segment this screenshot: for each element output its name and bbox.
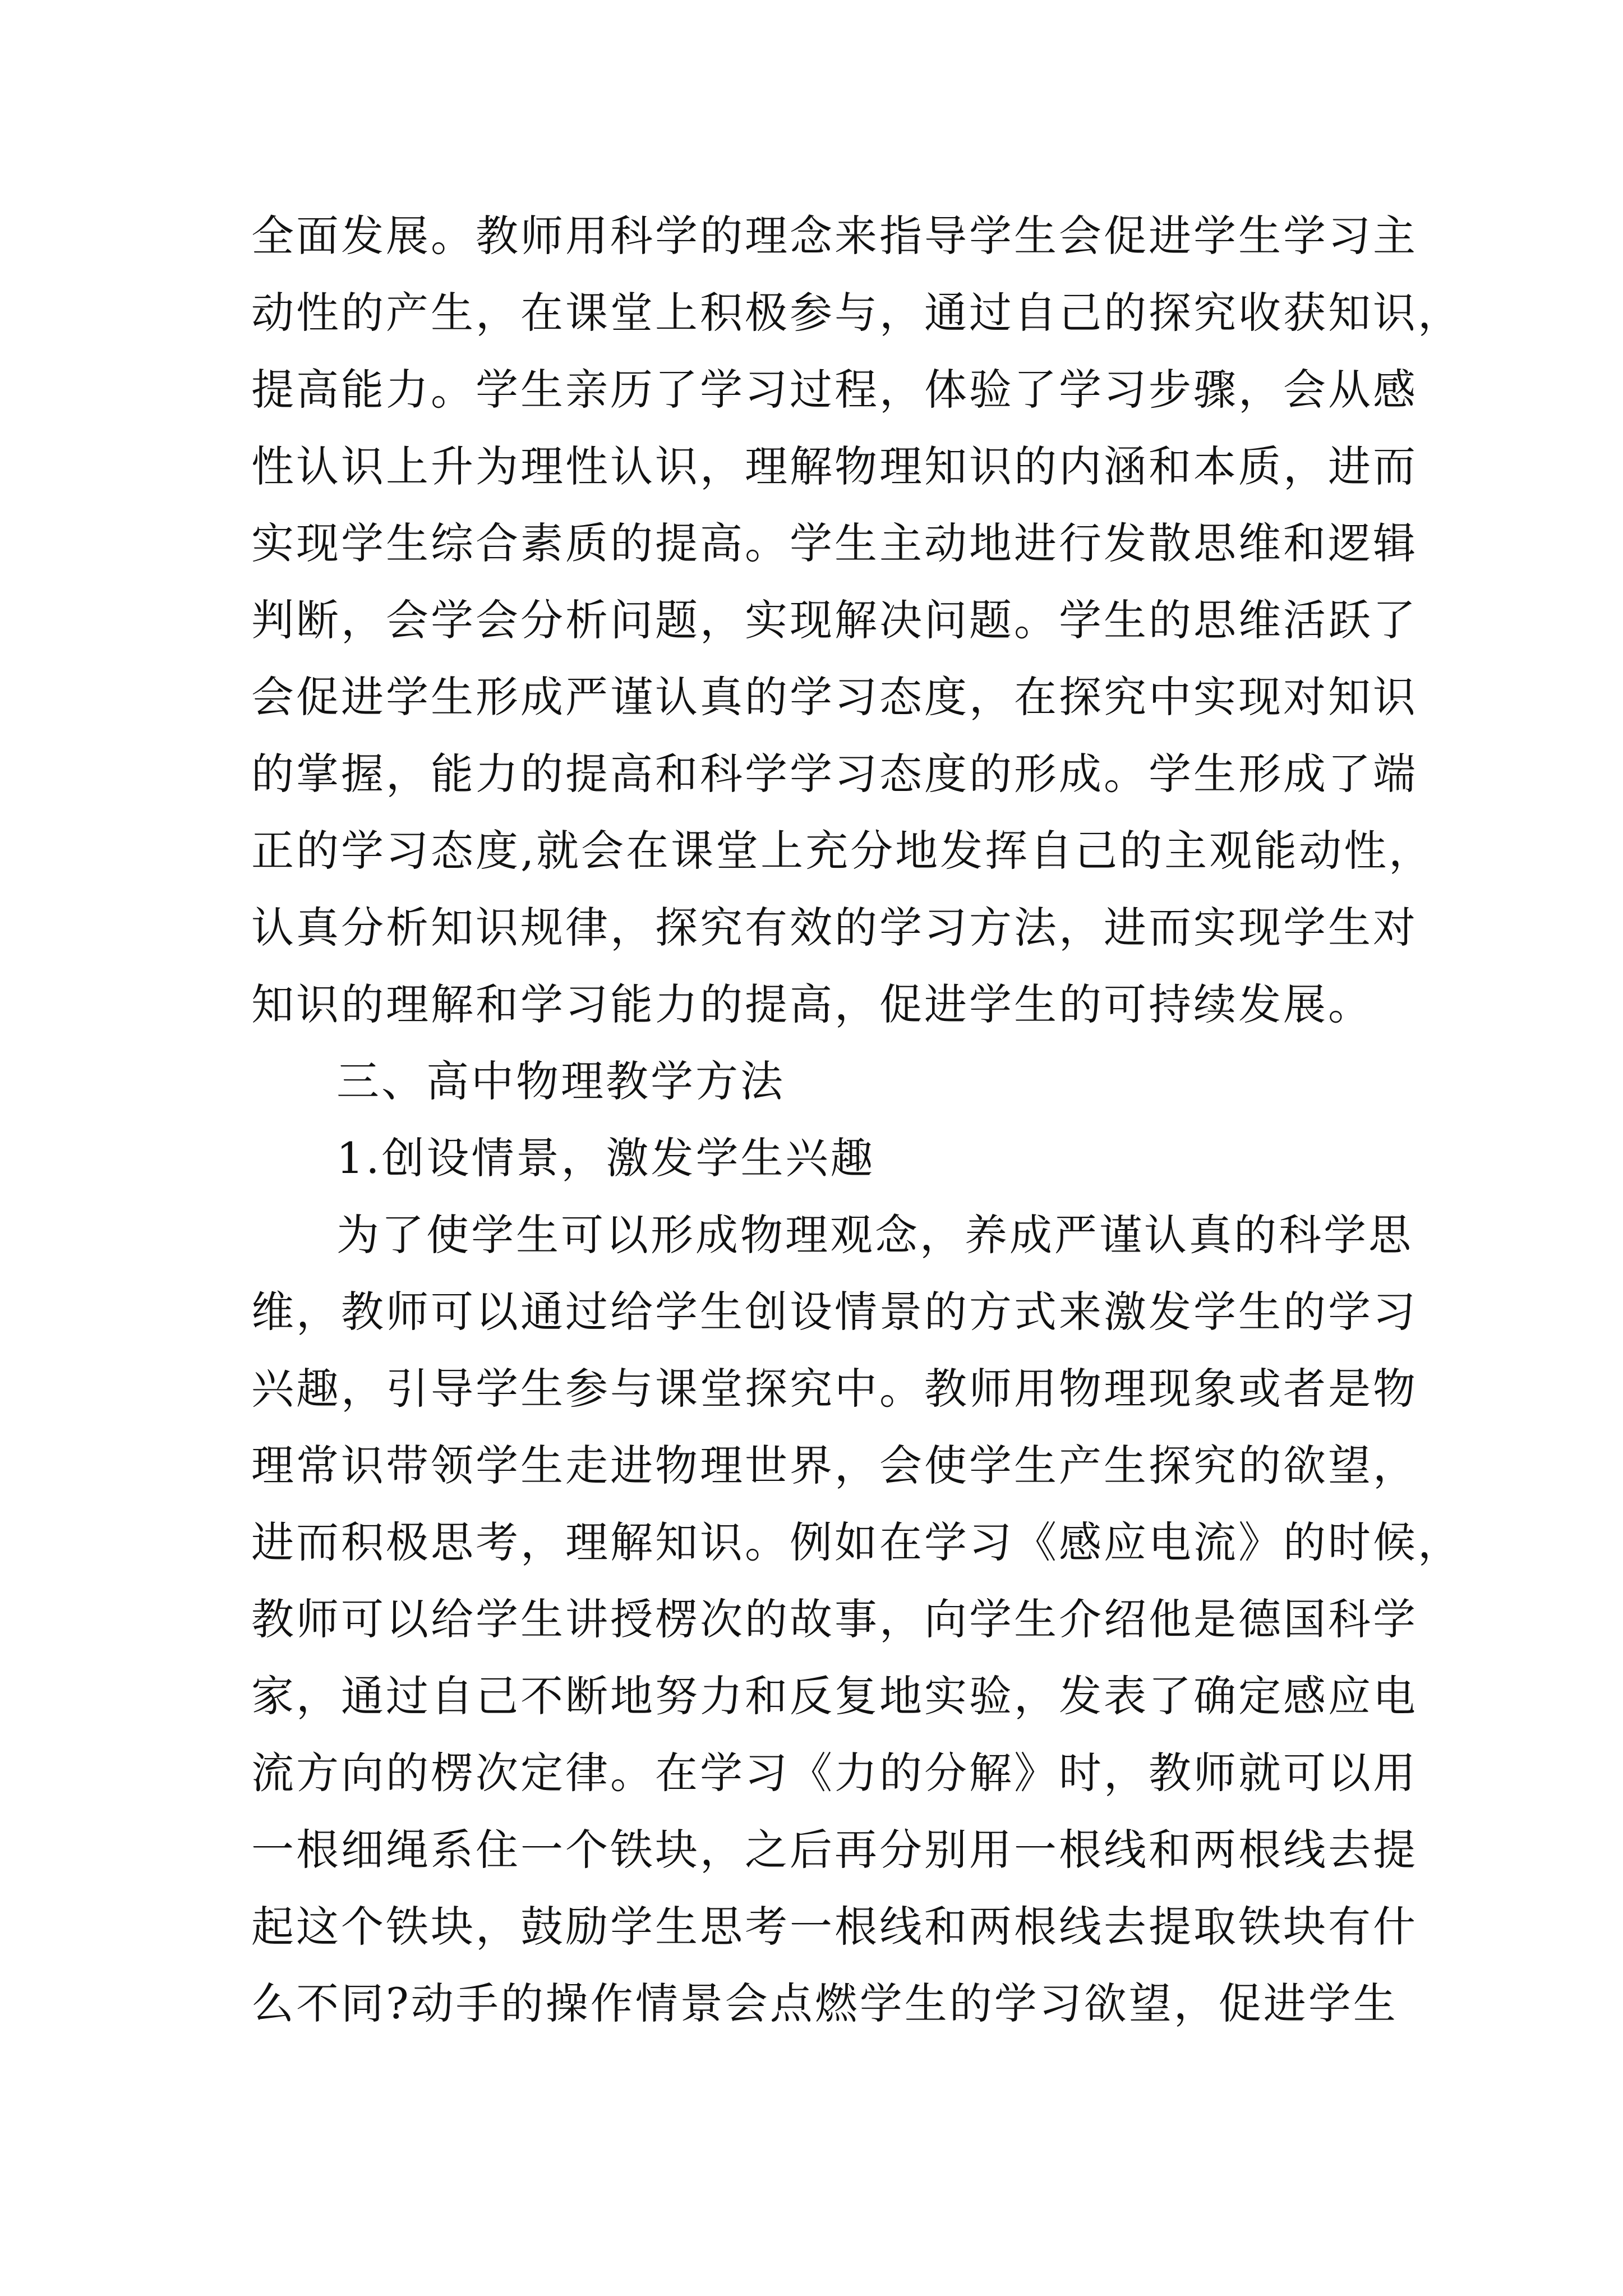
text-line: 么不同?动手的操作情景会点燃学生的学习欲望，促进学生 xyxy=(251,1978,1398,2028)
body-text xyxy=(251,197,1463,2042)
text-line: 全面发展。教师用科学的理念来指导学生会促进学生学习主 xyxy=(251,211,1418,261)
text-line: 判断，会学会分析问题，实现解决问题。学生的思维活跃了 xyxy=(251,595,1418,645)
text-line: 正的学习态度,就会在课堂上充分地发挥自己的主观能动性， xyxy=(251,826,1434,876)
text-line: 教师可以给学生讲授楞次的故事，向学生介绍他是德国科学 xyxy=(251,1594,1418,1644)
text-line: 起这个铁块，鼓励学生思考一根线和两根线去提取铁块有什 xyxy=(251,1902,1418,1952)
text-line: 家，通过自己不断地努力和反复地实验，发表了确定感应电 xyxy=(251,1671,1418,1721)
section-heading: 三、高中物理教学方法 xyxy=(336,1056,785,1106)
text-line: 进而积极思考，理解知识。例如在学习《感应电流》的时候， xyxy=(251,1517,1463,1567)
text-line: 一根细绳系住一个铁块，之后再分别用一根线和两根线去提 xyxy=(251,1825,1418,1875)
subsection-heading: 1.创设情景，激发学生兴趣 xyxy=(336,1133,875,1183)
text-line: 会促进学生形成严谨认真的学习态度，在探究中实现对知识 xyxy=(251,672,1418,722)
text-line: 理常识带领学生走进物理世界，会使学生产生探究的欲望， xyxy=(251,1441,1418,1490)
text-line: 的掌握，能力的提高和科学学习态度的形成。学生形成了端 xyxy=(251,749,1418,799)
text-line: 性认识上升为理性认识，理解物理知识的内涵和本质，进而 xyxy=(251,441,1418,491)
text-line: 兴趣，引导学生参与课堂探究中。教师用物理现象或者是物 xyxy=(251,1364,1418,1414)
text-line: 动性的产生，在课堂上积极参与，通过自己的探究收获知识， xyxy=(251,288,1463,338)
text-line: 实现学生综合素质的提高。学生主动地进行发散思维和逻辑 xyxy=(251,518,1418,568)
text-line: 认真分析知识规律，探究有效的学习方法，进而实现学生对 xyxy=(251,903,1418,953)
text-line: 为了使学生可以形成物理观念，养成严谨认真的科学思 xyxy=(336,1210,1413,1260)
text-line: 知识的理解和学习能力的提高，促进学生的可持续发展。 xyxy=(251,979,1373,1029)
text-line: 提高能力。学生亲历了学习过程，体验了学习步骤，会从感 xyxy=(251,365,1418,415)
text-line: 流方向的楞次定律。在学习《力的分解》时，教师就可以用 xyxy=(251,1748,1418,1798)
text-line: 维，教师可以通过给学生创设情景的方式来激发学生的学习 xyxy=(251,1287,1418,1337)
